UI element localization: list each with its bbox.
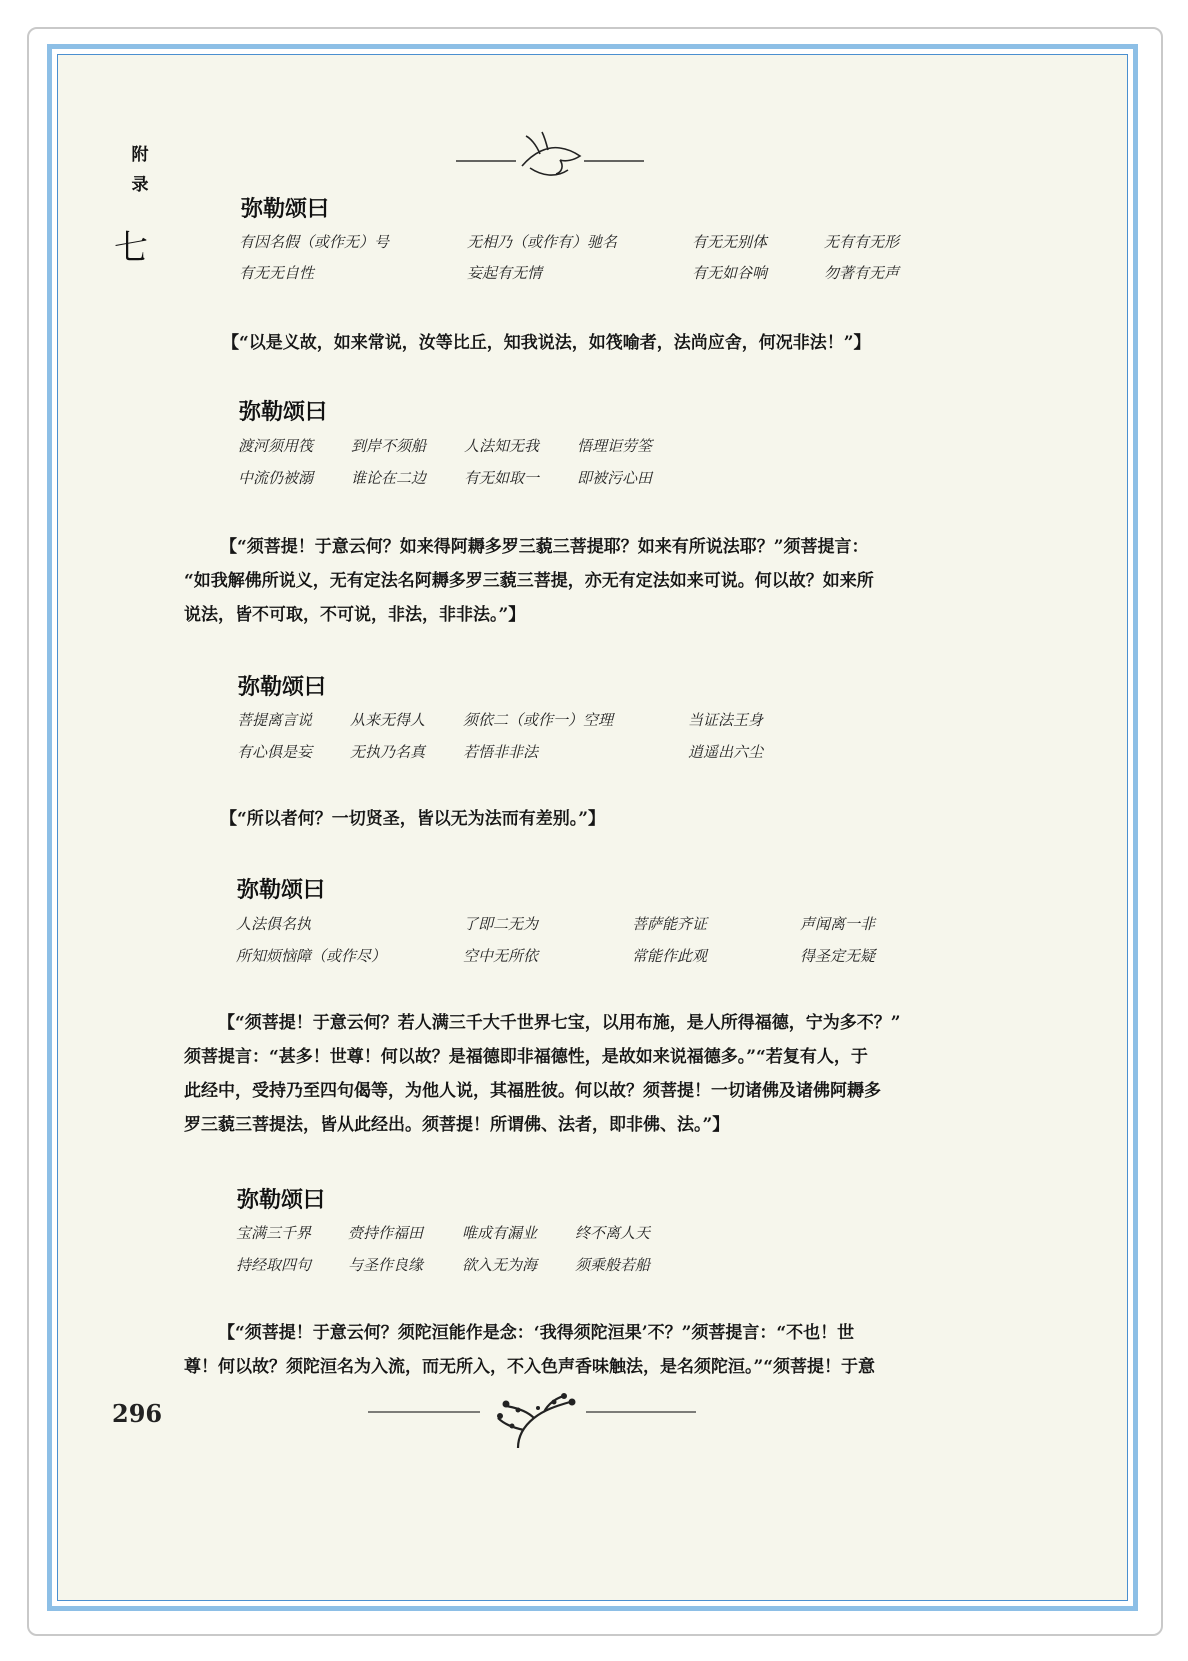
verse-line: 宝满三千界	[236, 1224, 312, 1242]
verse-line: 人法俱名执	[236, 915, 312, 933]
verse-line: 无相乃（或作有）驰名	[467, 233, 618, 251]
quote-line: 【“须菩提！于意云何？须陀洹能作是念：‘我得须陀洹果’不？”须菩提言：“不也！世	[218, 1323, 855, 1343]
quote-line: 说法，皆不可取，不可说，非法，非非法。”】	[184, 605, 526, 625]
verse-line: 无有有无形	[824, 233, 900, 251]
hand-ornament-icon	[456, 130, 646, 188]
appendix-number: 七	[114, 228, 148, 268]
quote-line: 【“所以者何？一切贤圣，皆以无为法而有差别。”】	[220, 809, 606, 829]
section-heading: 弥勒颂曰	[237, 1188, 326, 1213]
verse-line: 中流仍被溺	[238, 469, 314, 487]
verse-line: 从来无得人	[350, 711, 426, 729]
verse-line: 欲入无为海	[462, 1256, 538, 1274]
verse-line: 声闻离一非	[800, 915, 876, 933]
sutra-quote	[184, 1006, 944, 1142]
verse-line: 所知烦恼障（或作尽）	[236, 947, 387, 965]
plum-branch-ornament-icon	[368, 1390, 698, 1452]
quote-line: 【“须菩提！于意云何？如来得阿耨多罗三藐三菩提耶？如来有所说法耶？”须菩提言：	[220, 537, 869, 557]
verse-line: 当证法王身	[688, 711, 764, 729]
sutra-quote	[220, 802, 980, 836]
appendix-char-1: 附	[131, 145, 149, 165]
verse-line: 得圣定无疑	[800, 947, 876, 965]
quote-line: 罗三藐三菩提法，皆从此经出。须菩提！所谓佛、法者，即非佛、法。”】	[184, 1115, 730, 1135]
verse-line: 谁论在二边	[351, 469, 427, 487]
verse-line: 了即二无为	[463, 915, 539, 933]
quote-line: “如我解佛所说义，无有定法名阿耨多罗三藐三菩提，亦无有定法如来可说。何以故？如来所	[184, 571, 874, 591]
verse-line: 菩萨能齐证	[632, 915, 708, 933]
page-number: 296	[112, 1399, 163, 1428]
verse-line: 即被污心田	[577, 469, 653, 487]
verse-line: 有无如取一	[464, 469, 540, 487]
verse-line: 渡河须用筏	[238, 437, 314, 455]
verse-line: 勿著有无声	[824, 264, 900, 282]
verse-line: 唯成有漏业	[462, 1224, 538, 1242]
quote-line: 尊！何以故？须陀洹名为入流，而无所入，不入色声香味触法，是名须陀洹。”“须菩提！于意	[184, 1357, 876, 1377]
sutra-quote	[184, 530, 944, 632]
verse-line: 有因名假（或作无）号	[239, 233, 390, 251]
verse-line: 持经取四句	[236, 1256, 312, 1274]
section-heading: 弥勒颂曰	[238, 675, 327, 700]
verse-line: 到岸不须船	[351, 437, 427, 455]
verse-line: 有心俱是妄	[237, 743, 313, 761]
verse-line: 菩提离言说	[237, 711, 313, 729]
verse-line: 与圣作良缘	[348, 1256, 424, 1274]
quote-line: 【“以是义故，如来常说，汝等比丘，知我说法，如筏喻者，法尚应舍，何况非法！”】	[222, 333, 871, 353]
quote-line: 此经中，受持乃至四句偈等，为他人说，其福胜彼。何以故？须菩提！一切诸佛及诸佛阿耨多	[184, 1081, 881, 1101]
verse-line: 妄起有无情	[467, 264, 543, 282]
section-heading: 弥勒颂曰	[241, 197, 330, 222]
sutra-quote	[222, 326, 982, 360]
verse-line: 悟理讵劳筌	[577, 437, 653, 455]
verse-line: 须乘般若船	[575, 1256, 651, 1274]
verse-line: 有无无自性	[239, 264, 315, 282]
section-heading: 弥勒颂曰	[237, 878, 326, 903]
verse-line: 有无如谷响	[692, 264, 768, 282]
verse-line: 有无无别体	[692, 233, 768, 251]
verse-line: 人法知无我	[464, 437, 540, 455]
quote-line: 须菩提言：“甚多！世尊！何以故？是福德即非福德性，是故如来说福德多。”“若复有人，于	[184, 1047, 868, 1067]
verse-line: 终不离人天	[575, 1224, 651, 1242]
verse-line: 空中无所依	[463, 947, 539, 965]
verse-line: 若悟非非法	[463, 743, 539, 761]
verse-line: 赍持作福田	[348, 1224, 424, 1242]
quote-line: 【“须菩提！于意云何？若人满三千大千世界七宝，以用布施，是人所得福德，宁为多不？”	[218, 1013, 901, 1033]
verse-line: 须依二（或作一）空理	[463, 711, 614, 729]
appendix-label	[126, 140, 154, 200]
verse-line: 常能作此观	[632, 947, 708, 965]
appendix-char-2: 录	[131, 175, 149, 195]
verse-line: 无执乃名真	[350, 743, 426, 761]
verse-line: 逍遥出六尘	[688, 743, 764, 761]
section-heading: 弥勒颂曰	[239, 400, 328, 425]
sutra-quote	[184, 1316, 944, 1384]
